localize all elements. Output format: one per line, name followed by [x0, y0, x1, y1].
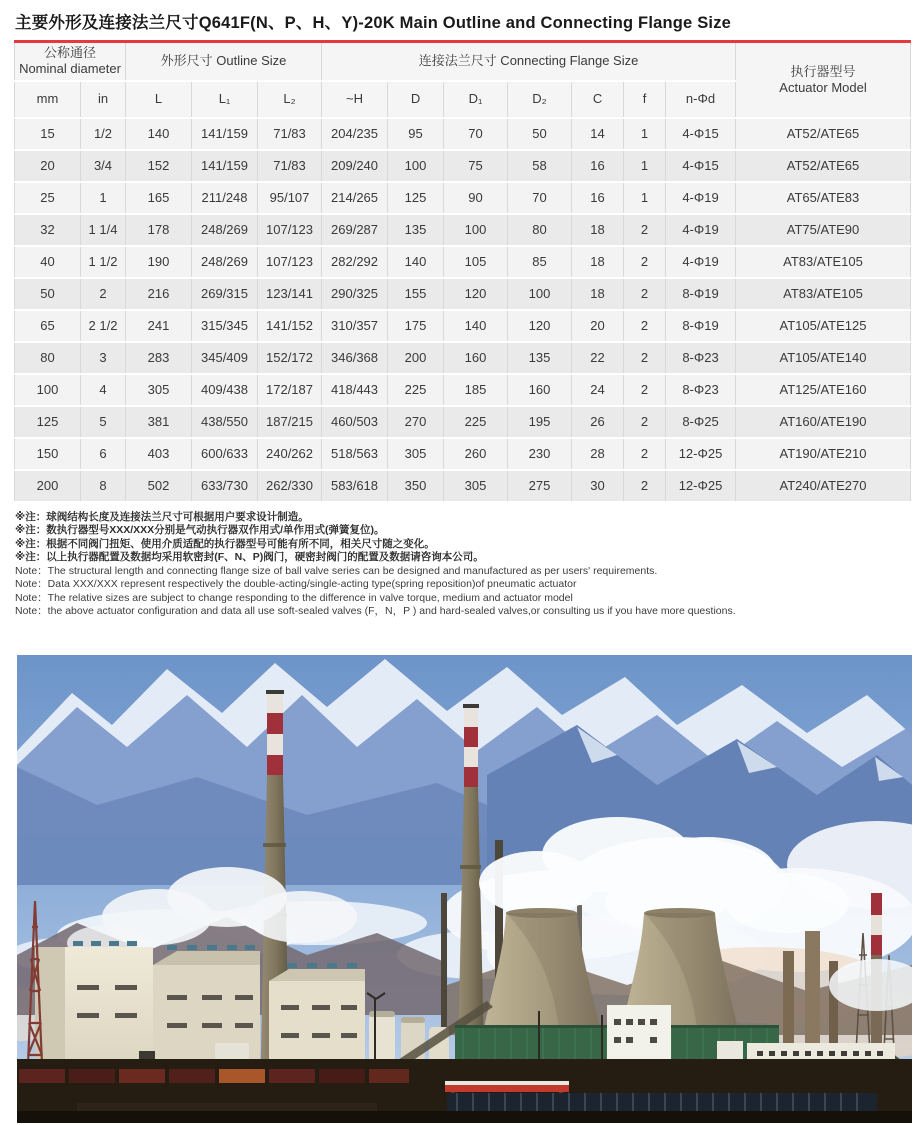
table-cell: 8-Φ23 [666, 342, 736, 374]
table-cell: 135 [508, 342, 572, 374]
table-cell: 65 [15, 310, 81, 342]
table-cell: 175 [388, 310, 444, 342]
table-row [15, 214, 911, 246]
table-cell: 8-Φ23 [666, 374, 736, 406]
table-cell: 403 [126, 438, 192, 470]
table-cell: 141/152 [258, 310, 322, 342]
header-outline-size: 外形尺寸 Outline Size [126, 42, 322, 81]
table-cell: 50 [15, 278, 81, 310]
table-cell: AT190/ATE210 [736, 438, 911, 470]
table-row [15, 406, 911, 438]
table-cell: 80 [15, 342, 81, 374]
table-cell: 502 [126, 470, 192, 502]
col-mm: mm [15, 81, 81, 118]
table-cell: 185 [444, 374, 508, 406]
table-cell: 381 [126, 406, 192, 438]
table-cell: 305 [126, 374, 192, 406]
table-row [15, 182, 911, 214]
table-cell: 315/345 [192, 310, 258, 342]
table-cell: 1 [81, 182, 126, 214]
table-cell: AT160/ATE190 [736, 406, 911, 438]
coal-wagons [447, 1093, 877, 1113]
table-cell: 120 [444, 278, 508, 310]
table-cell: 346/368 [322, 342, 388, 374]
table-cell: 32 [15, 214, 81, 246]
table-cell: 290/325 [322, 278, 388, 310]
table-cell: 1 [624, 182, 666, 214]
table-row [15, 246, 911, 278]
table-cell: 14 [572, 118, 624, 150]
table-cell: 1 1/2 [81, 246, 126, 278]
table-cell: 438/550 [192, 406, 258, 438]
table-cell: 107/123 [258, 246, 322, 278]
col-in: in [81, 81, 126, 118]
table-header-groups [15, 42, 911, 81]
table-row [15, 118, 911, 150]
table-cell: 100 [508, 278, 572, 310]
table-cell: 70 [444, 118, 508, 150]
table-cell: 120 [508, 310, 572, 342]
table-cell: 305 [444, 470, 508, 502]
table-cell: 3 [81, 342, 126, 374]
table-cell: AT52/ATE65 [736, 150, 911, 182]
table-row [15, 342, 911, 374]
table-cell: 225 [388, 374, 444, 406]
table-cell: 350 [388, 470, 444, 502]
table-row [15, 310, 911, 342]
table-cell: 140 [126, 118, 192, 150]
table-cell: 2 [624, 342, 666, 374]
table-cell: 26 [572, 406, 624, 438]
table-cell: 22 [572, 342, 624, 374]
table-cell: 214/265 [322, 182, 388, 214]
table-cell: 50 [508, 118, 572, 150]
header-actuator-model [736, 42, 911, 118]
table-row [15, 278, 911, 310]
table-cell: 141/159 [192, 150, 258, 182]
note-line-en: Note：Data XXX/XXX represent respectively the double-acting/single-acting type(spring reposition)of pneumatic actuator [15, 578, 577, 590]
col-L1: L₁ [192, 81, 258, 118]
col-f: f [624, 81, 666, 118]
table-cell: 20 [572, 310, 624, 342]
table-cell: 2 [624, 278, 666, 310]
table-cell: 2 [624, 310, 666, 342]
note-line-zh: ※注：球阀结构长度及连接法兰尺寸可根据用户要求设计制造。 [15, 510, 309, 523]
table-row [15, 438, 911, 470]
table-cell: 460/503 [322, 406, 388, 438]
table-cell: 2 [624, 406, 666, 438]
table-cell: 4-Φ15 [666, 150, 736, 182]
header-nominal-diameter [15, 42, 126, 81]
table-cell: 20 [15, 150, 81, 182]
table-cell: 172/187 [258, 374, 322, 406]
table-cell: 2 [81, 278, 126, 310]
table-body [15, 118, 911, 502]
table-cell: AT83/ATE105 [736, 246, 911, 278]
table-cell: 155 [388, 278, 444, 310]
note-line-en: Note：The relative sizes are subject to change responding to the difference in valve torque, medium and actuator model [15, 591, 573, 604]
table-cell: 25 [15, 182, 81, 214]
table-row [15, 470, 911, 502]
table-cell: 209/240 [322, 150, 388, 182]
table-cell: 100 [444, 214, 508, 246]
table-cell: 12-Φ25 [666, 470, 736, 502]
header-nominal-en: Nominal diameter [19, 61, 121, 77]
table-cell: 123/141 [258, 278, 322, 310]
note-line-en: Note：The structural length and connecting flange size of ball valve series can be designed and manufactured as per users' requirements. [15, 564, 658, 577]
header-nominal-zh: 公称通径 [43, 45, 96, 60]
table-row [15, 150, 911, 182]
table-cell: 140 [388, 246, 444, 278]
table-cell: AT105/ATE140 [736, 342, 911, 374]
col-C: C [572, 81, 624, 118]
note-line-zh: ※注：以上执行器配置及数据均采用软密封(F、N、P)阀门，硬密封阀门的配置及数据请咨询本公司。 [15, 551, 484, 563]
table-cell: 105 [444, 246, 508, 278]
col-L: L [126, 81, 192, 118]
table-cell: 71/83 [258, 118, 322, 150]
notes-english [15, 565, 919, 619]
table-cell: 409/438 [192, 374, 258, 406]
table-cell: 4-Φ19 [666, 182, 736, 214]
table-cell: 260 [444, 438, 508, 470]
train-cars [19, 1069, 409, 1083]
table-cell: AT83/ATE105 [736, 278, 911, 310]
col-D: D [388, 81, 444, 118]
table-cell: 418/443 [322, 374, 388, 406]
table-cell: 310/357 [322, 310, 388, 342]
table-cell: 8-Φ19 [666, 310, 736, 342]
table-cell: 241 [126, 310, 192, 342]
col-D1: D₁ [444, 81, 508, 118]
table-cell: 2 [624, 214, 666, 246]
table-cell: 100 [15, 374, 81, 406]
table-cell: 600/633 [192, 438, 258, 470]
table-cell: 178 [126, 214, 192, 246]
table-cell: 283 [126, 342, 192, 374]
table-cell: 75 [444, 150, 508, 182]
col-H: ~H [322, 81, 388, 118]
table-cell: 269/315 [192, 278, 258, 310]
table-cell: 240/262 [258, 438, 322, 470]
table-cell: 2 [624, 438, 666, 470]
table-cell: AT52/ATE65 [736, 118, 911, 150]
header-actuator-zh: 执行器型号 [790, 63, 856, 79]
header-flange-size: 连接法兰尺寸 Connecting Flange Size [322, 42, 736, 81]
table-cell: 2 [624, 246, 666, 278]
table-cell: 269/287 [322, 214, 388, 246]
table-cell: 24 [572, 374, 624, 406]
table-cell: 1 [624, 118, 666, 150]
table-cell: 135 [388, 214, 444, 246]
table-cell: 230 [508, 438, 572, 470]
table-cell: 160 [508, 374, 572, 406]
table-cell: 8 [81, 470, 126, 502]
table-cell: 18 [572, 214, 624, 246]
table-cell: 165 [126, 182, 192, 214]
table-cell: 248/269 [192, 214, 258, 246]
table-cell: AT65/ATE83 [736, 182, 911, 214]
table-cell: 95 [388, 118, 444, 150]
col-n-d: n-Φd [666, 81, 736, 118]
table-cell: 95/107 [258, 182, 322, 214]
table-cell: 58 [508, 150, 572, 182]
table-cell: 4-Φ15 [666, 118, 736, 150]
table-cell: 28 [572, 438, 624, 470]
table-cell: 195 [508, 406, 572, 438]
table-cell: 2 [624, 374, 666, 406]
table-cell: 71/83 [258, 150, 322, 182]
table-cell: 150 [15, 438, 81, 470]
table-cell: 305 [388, 438, 444, 470]
table-cell: AT105/ATE125 [736, 310, 911, 342]
table-cell: 518/563 [322, 438, 388, 470]
notes-chinese [15, 511, 919, 565]
table-cell: 16 [572, 182, 624, 214]
table-cell: 80 [508, 214, 572, 246]
table-cell: 6 [81, 438, 126, 470]
table-cell: 152 [126, 150, 192, 182]
table-cell: 16 [572, 150, 624, 182]
plant-photo [17, 655, 912, 1123]
table-cell: AT75/ATE90 [736, 214, 911, 246]
table-cell: 160 [444, 342, 508, 374]
table-cell: 270 [388, 406, 444, 438]
table-cell: 211/248 [192, 182, 258, 214]
table-cell: 4-Φ19 [666, 246, 736, 278]
table-cell: 190 [126, 246, 192, 278]
table-cell: 200 [15, 470, 81, 502]
table-cell: 125 [388, 182, 444, 214]
note-line-zh: ※注：根据不同阀门扭矩、使用介质适配的执行器型号可能有所不同，相关尺寸随之变化。 [15, 537, 435, 550]
table-cell: 140 [444, 310, 508, 342]
table-cell: 70 [508, 182, 572, 214]
table-cell: 100 [388, 150, 444, 182]
table-cell: 15 [15, 118, 81, 150]
table-cell: 3/4 [81, 150, 126, 182]
table-cell: 4 [81, 374, 126, 406]
table-cell: 200 [388, 342, 444, 374]
table-cell: 216 [126, 278, 192, 310]
note-line-zh: ※注：数执行器型号XXX/XXX分别是气动执行器双作用式/单作用式(弹簧复位)。 [15, 524, 385, 536]
table-cell: 85 [508, 246, 572, 278]
table-cell: AT240/ATE270 [736, 470, 911, 502]
table-cell: 345/409 [192, 342, 258, 374]
table-cell: 1 [624, 150, 666, 182]
table-cell: 5 [81, 406, 126, 438]
table-cell: 275 [508, 470, 572, 502]
table-cell: 40 [15, 246, 81, 278]
table-cell: 18 [572, 278, 624, 310]
spec-table [14, 40, 910, 503]
table-cell: 2 1/2 [81, 310, 126, 342]
table-cell: 187/215 [258, 406, 322, 438]
note-line-en: Note：the above actuator configuration and data all use soft-sealed valves (F，N，P ) and hard-sealed valves,or consulting us if you have more questions. [15, 605, 736, 617]
table-cell: 12-Φ25 [666, 438, 736, 470]
table-cell: AT125/ATE160 [736, 374, 911, 406]
table-cell: 107/123 [258, 214, 322, 246]
table-cell: 8-Φ19 [666, 278, 736, 310]
page-title: 主要外形及连接法兰尺寸Q641F(N、P、H、Y)-20K Main Outline and Connecting Flange Size [15, 14, 732, 32]
table-cell: 4-Φ19 [666, 214, 736, 246]
table-cell: 225 [444, 406, 508, 438]
table-cell: 262/330 [258, 470, 322, 502]
table-cell: 204/235 [322, 118, 388, 150]
plant-photo-illustration [17, 655, 912, 1123]
header-actuator-en: Actuator Model [779, 79, 867, 95]
table-cell: 8-Φ25 [666, 406, 736, 438]
table-cell: 2 [624, 470, 666, 502]
notes-section [15, 511, 919, 619]
table-cell: 1 1/4 [81, 214, 126, 246]
table-cell: 282/292 [322, 246, 388, 278]
table-cell: 152/172 [258, 342, 322, 374]
table-cell: 90 [444, 182, 508, 214]
col-D2: D₂ [508, 81, 572, 118]
col-L2: L₂ [258, 81, 322, 118]
table-cell: 248/269 [192, 246, 258, 278]
table-cell: 583/618 [322, 470, 388, 502]
table-cell: 1/2 [81, 118, 126, 150]
table-row [15, 374, 911, 406]
table-cell: 633/730 [192, 470, 258, 502]
table-cell: 18 [572, 246, 624, 278]
table-cell: 30 [572, 470, 624, 502]
table-cell: 141/159 [192, 118, 258, 150]
table-cell: 125 [15, 406, 81, 438]
